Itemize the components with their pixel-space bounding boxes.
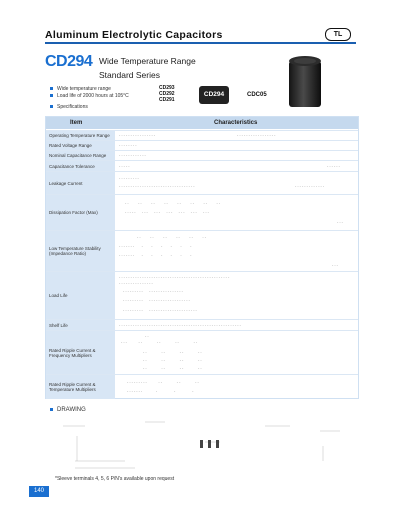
spec-row bbox=[46, 130, 358, 140]
spec-row-values: - - - - - - - - - - - - - - - - - - - - - - - - - - - - - - - - - - - - - - - - - - bbox=[125, 201, 343, 224]
spec-row bbox=[46, 194, 358, 230]
spec-row-label: Shelf Life bbox=[46, 320, 115, 330]
spec-row-values: - - - - - - - - - - - - - - - - - - - - - - - - - - - - - - - - - - - - - - - - - - - - - - - - - - - - - - - bbox=[119, 176, 325, 188]
related-code: CD293 bbox=[159, 85, 175, 91]
feature-item: Load life of 2000 hours at 105°C bbox=[50, 93, 129, 99]
spec-row-label: Operating Temperature Range bbox=[46, 131, 115, 140]
spec-table bbox=[45, 116, 359, 399]
feature-item: Wide temperature range bbox=[50, 86, 111, 92]
spec-row-label: Dissipation Factor (Max) bbox=[46, 195, 115, 230]
spec-row bbox=[46, 374, 358, 399]
spec-row-values: - - - - - - - - - - - - - - - - - - - - - - - - - - - - - - - - - - - - - - - - - - - - - - - - - - - - - - - - - - - - - - - - - - - - - - - - - - - - - - - - - - - - - - - - - - - - - - - - - - - - - - - - - - - - - - - - - - - - - - - - - - - - - - - - - - - - - - - - - - - - - - - - bbox=[119, 275, 230, 312]
series-desc-line1: Wide Temperature Range bbox=[99, 56, 196, 66]
spec-row bbox=[46, 171, 358, 194]
spec-row-label: Capacitance Tolerance bbox=[46, 161, 115, 171]
series-code: CD294 bbox=[45, 53, 93, 70]
spec-row-label: Rated Ripple Current & Temperature Multipliers bbox=[46, 375, 115, 399]
spec-row bbox=[46, 160, 358, 171]
item-column-header: Item bbox=[70, 120, 83, 126]
header-title: Aluminum Electrolytic Capacitors bbox=[45, 29, 223, 41]
footnote: *Sleeve terminals 4, 5, 6 P/N's available upon request bbox=[55, 476, 175, 482]
series-badge: CD294 bbox=[199, 86, 229, 104]
spec-row bbox=[46, 150, 358, 160]
spec-row-values: - - - - - - - - - - - - bbox=[119, 153, 146, 157]
spec-row bbox=[46, 271, 358, 319]
related-code: CD291 bbox=[159, 97, 175, 103]
spec-row bbox=[46, 330, 358, 374]
spec-row-label: Rated Ripple Current & Frequency Multipliers bbox=[46, 331, 115, 374]
characteristics-column-header: Characteristics bbox=[214, 120, 258, 126]
bullet-icon bbox=[50, 94, 53, 97]
spec-row-values: - - - - - - - - - - - - - - - - - - - - - - - - - bbox=[127, 380, 199, 393]
drawing-title: DRAWING bbox=[50, 407, 86, 413]
spec-row-label: Load Life bbox=[46, 272, 115, 319]
bullet-icon bbox=[50, 105, 53, 108]
spec-row-values: - - - - - - - - - - - - - - - - - - - - - - - - - - - - - - - - - - - - - bbox=[121, 334, 202, 370]
spec-row-label: Leakage Current bbox=[46, 172, 115, 194]
page-number: 140 bbox=[29, 486, 49, 497]
spec-row-values: - - - - - - - - bbox=[119, 143, 137, 147]
spec-row-values: - - - - - - - - - - - - - - - - - - - - - - - - - - - - - - - - - - - - - - - - - bbox=[119, 235, 338, 267]
specifications-title: Specifications bbox=[50, 104, 88, 110]
dimension-drawing bbox=[55, 416, 355, 474]
spec-row-values: - - - - - - - - - - - - - - - - - - - - - - - - - - - - - - - - - - - - - - - - - - - - - - - - - - - - - bbox=[119, 323, 241, 327]
header-rule bbox=[45, 42, 356, 44]
related-series-list bbox=[159, 85, 175, 103]
spec-row bbox=[46, 140, 358, 150]
bullet-icon bbox=[50, 408, 53, 411]
spec-row-label: Rated Voltage Range bbox=[46, 141, 115, 150]
related-code-cdc: CDC05 bbox=[247, 92, 267, 98]
spec-row-label: Low Temperature Stability (Impedance Ratio) bbox=[46, 231, 115, 271]
series-desc-line2: Standard Series bbox=[99, 70, 160, 80]
spec-row bbox=[46, 230, 358, 271]
spec-table-header bbox=[46, 117, 358, 129]
bullet-icon bbox=[50, 87, 53, 90]
spec-row-values: - - - - - - - - - - - bbox=[119, 164, 340, 168]
brand-logo: TL bbox=[325, 28, 351, 41]
spec-row-values: - - - - - - - - - - - - - - - - - - - - - - - - - - - - - - - - - bbox=[119, 133, 276, 137]
spec-row-label: Nominal Capacitance Range bbox=[46, 151, 115, 160]
spec-row bbox=[46, 319, 358, 330]
related-code: CD292 bbox=[159, 91, 175, 97]
capacitor-image bbox=[287, 55, 323, 110]
